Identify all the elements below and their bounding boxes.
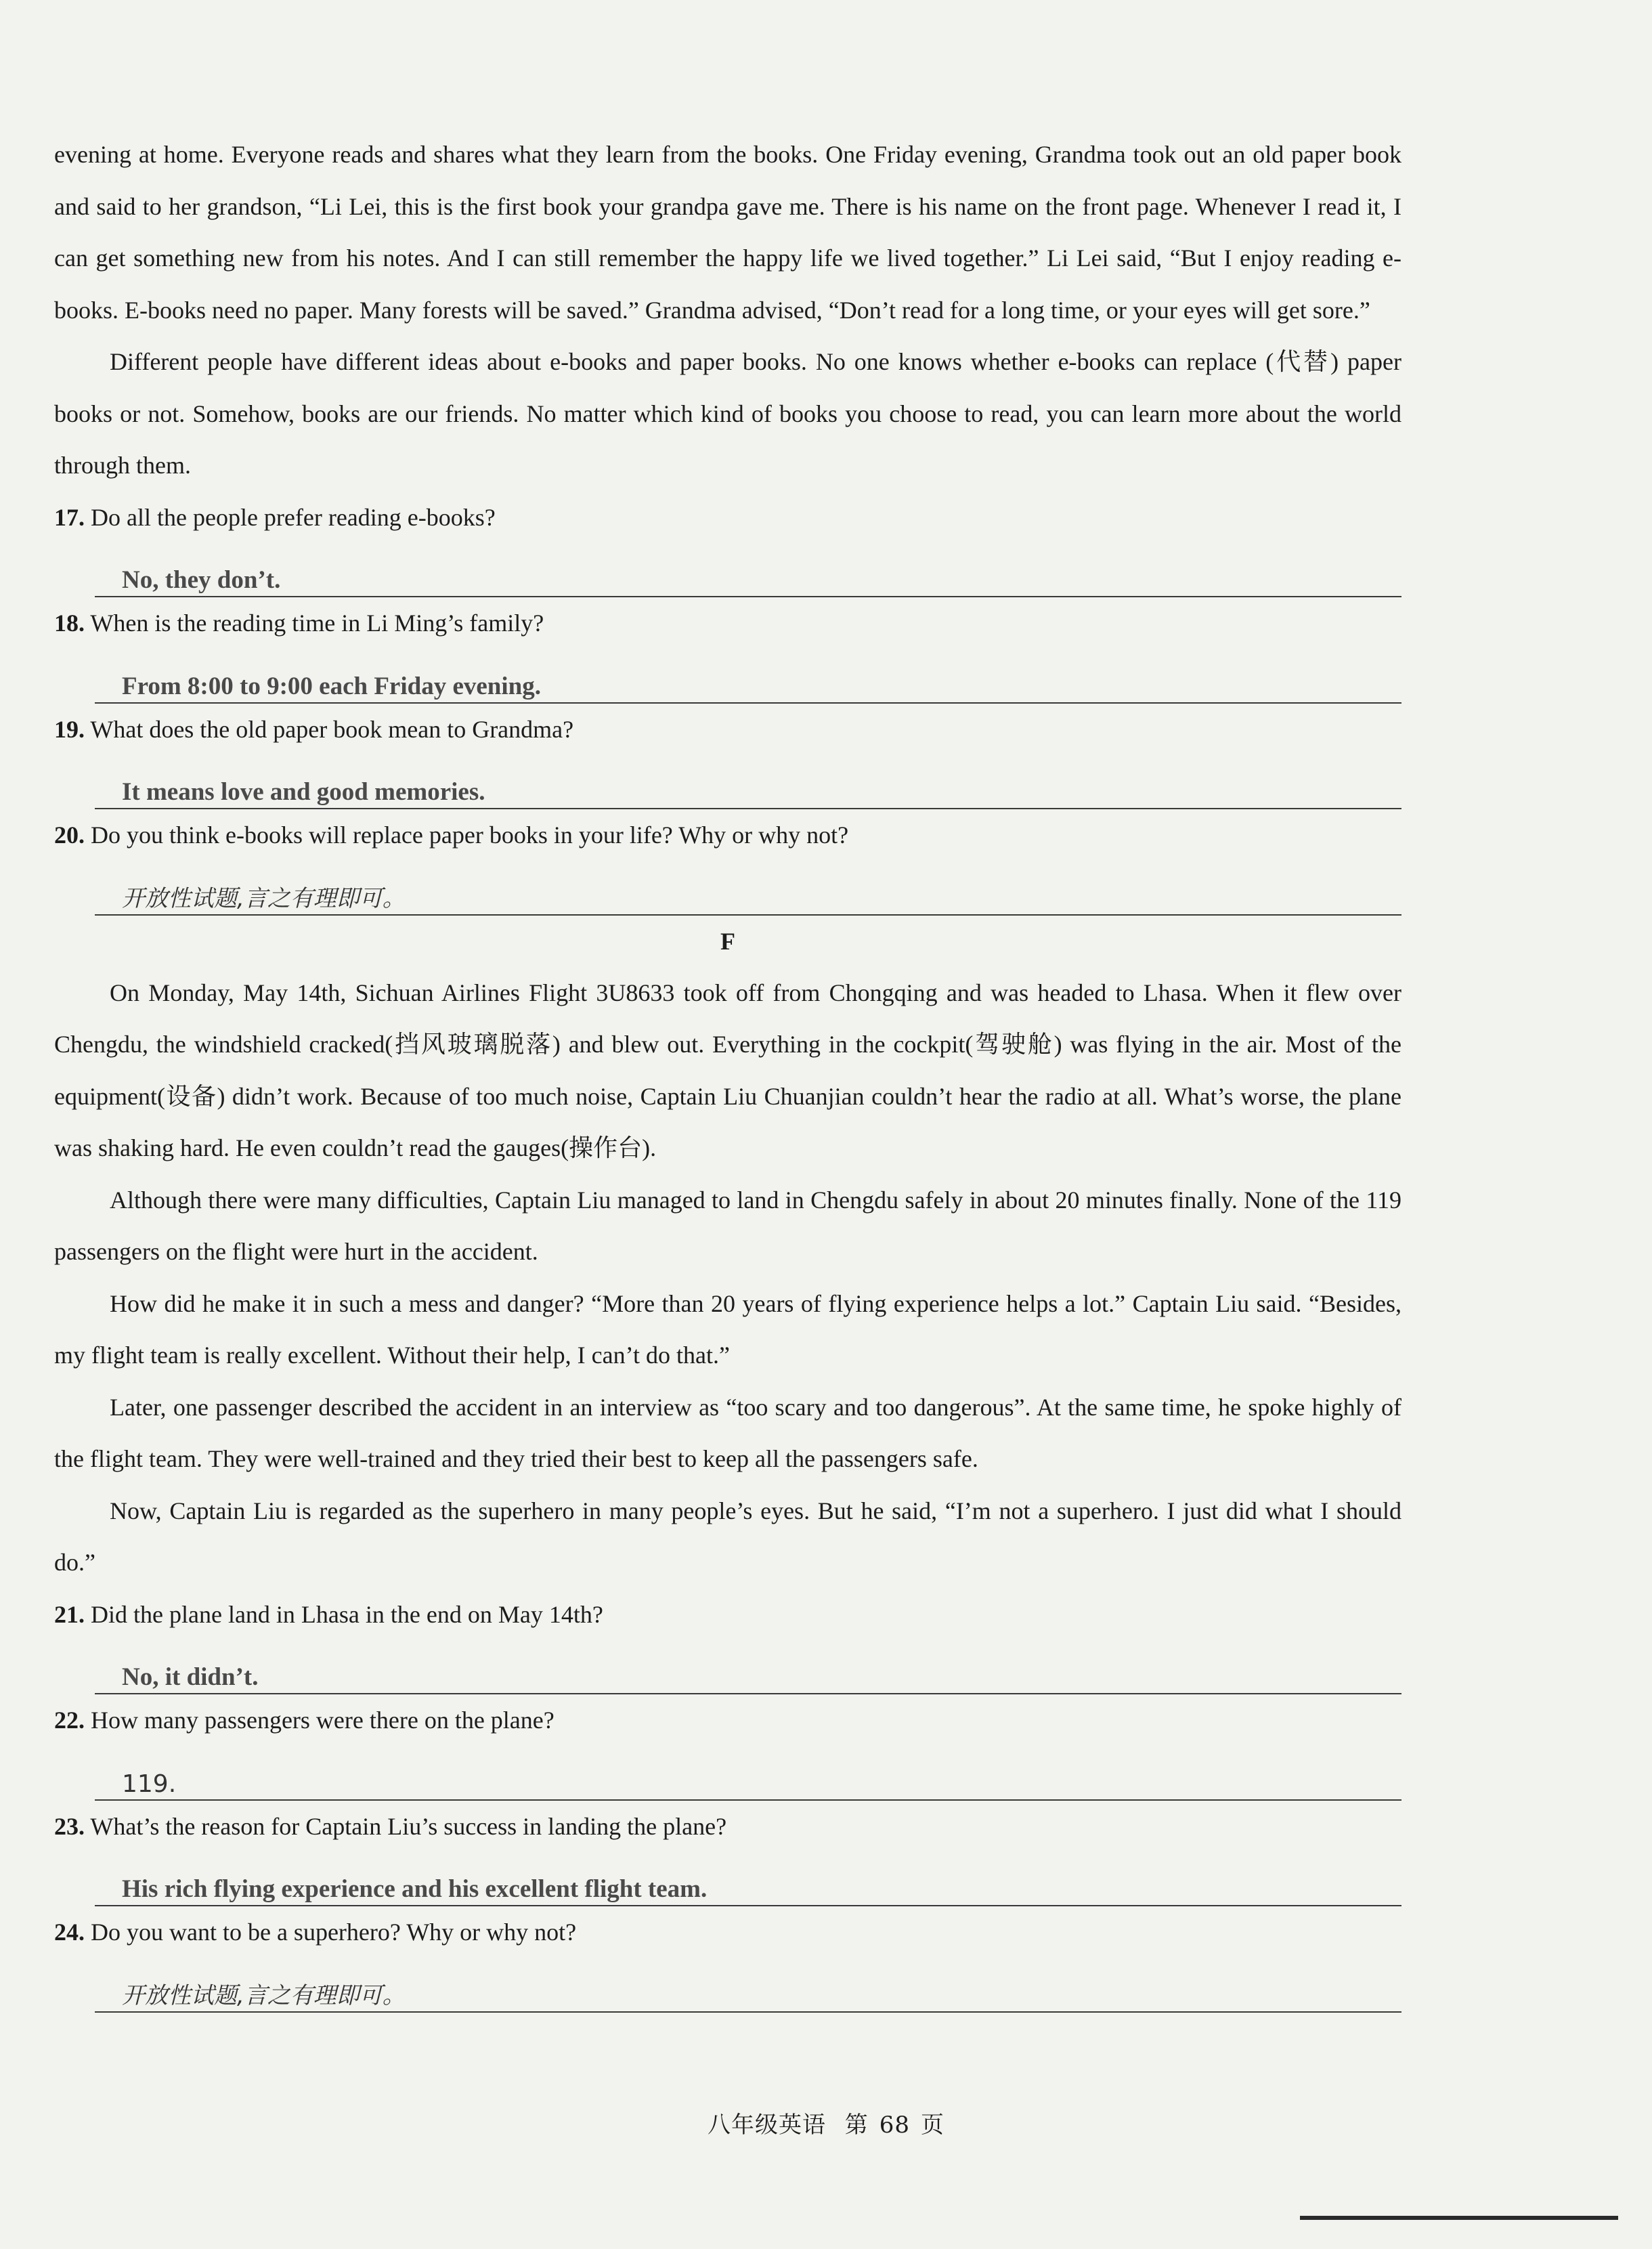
answer-21: No, it didn’t.: [122, 1663, 259, 1691]
question-number: 21.: [54, 1600, 85, 1628]
answer-19: It means love and good memories.: [122, 778, 485, 806]
question-22: [54, 1694, 1401, 1747]
answer-23: His rich flying experience and his excellent flight team.: [122, 1875, 708, 1903]
corner-rule: [1300, 2216, 1618, 2220]
question-number: 20.: [54, 821, 85, 849]
answer-20: 开放性试题,言之有理即可。: [122, 884, 406, 912]
section-title-f: F: [720, 927, 735, 955]
answer-line-19[interactable]: [95, 755, 1401, 809]
question-17: [54, 492, 1401, 544]
passage-f-paragraph-5: Now, Captain Liu is regarded as the superhero in many people’s eyes. But he said, “I’m not a superhero. I just did what I should do.”: [54, 1497, 1401, 1576]
answer-line-21[interactable]: [95, 1640, 1401, 1694]
question-23: [54, 1801, 1401, 1853]
question-text: Did the plane land in Lhasa in the end on May 14th?: [91, 1600, 603, 1628]
passage-f-paragraph-4: Later, one passenger described the accident in an interview as “too scary and too dangerous”. At the same time, he spoke highly of the flight team. They were well-trained and they tried their best to keep all the passengers safe.: [54, 1393, 1401, 1472]
question-24: [54, 1906, 1401, 1958]
question-20: [54, 809, 1401, 861]
question-text: Do you want to be a superhero? Why or why not?: [91, 1919, 577, 1946]
question-number: 18.: [54, 609, 85, 637]
question-text: Do you think e-books will replace paper books in your life? Why or why not?: [91, 821, 849, 849]
question-text: What’s the reason for Captain Liu’s success in landing the plane?: [90, 1812, 727, 1840]
worksheet-page: [54, 129, 1401, 2013]
answer-17: No, they don’t.: [122, 566, 281, 594]
question-number: 17.: [54, 503, 85, 531]
question-text: How many passengers were there on the plane?: [91, 1707, 555, 1734]
question-18: [54, 597, 1401, 649]
passage-f-paragraph-1: On Monday, May 14th, Sichuan Airlines Flight 3U8633 took off from Chongqing and was headed to Lhasa. When it flew over Chengdu, the windshield cracked(挡风玻璃脱落) and blew out. Everything in the cockpit(驾驶舱) was flying in the air. Most of the equipment(设备) didn’t work. Because of too much noise, Captain Liu Chuanjian couldn’t hear the radio at all. What’s worse, the plane was shaking hard. He even couldn’t read the gauges(操作台).: [54, 979, 1401, 1161]
answer-22: 119.: [122, 1770, 177, 1798]
passage-f-paragraph-3: How did he make it in such a mess and danger? “More than 20 years of flying experience helps a lot.” Captain Liu said. “Besides, my flight team is really excellent. Without their help, I can’t do that.”: [54, 1289, 1401, 1369]
question-number: 19.: [54, 715, 85, 743]
footer-page-prefix: 第: [844, 2112, 869, 2139]
question-text: What does the old paper book mean to Grandma?: [90, 715, 574, 743]
footer-subject: 八年级英语: [707, 2112, 826, 2139]
answer-24: 开放性试题,言之有理即可。: [122, 1982, 406, 2009]
passage-e-paragraph-1: evening at home. Everyone reads and shares what they learn from the books. One Friday evening, Grandma took out an old paper book and said to her grandson, “Li Lei, this is the first book your grandpa gave me. There is his name on the front page. Whenever I read it, I can get something new from his notes. And I can still remember the happy life we lived together.” Li Lei said, “But I enjoy reading e-books. E-books need no paper. Many forests will be saved.” Grandma advised, “Don’t read for a long time, or your eyes will get sore.”: [54, 141, 1401, 324]
question-text: Do all the people prefer reading e-books?: [91, 503, 496, 531]
answer-18: From 8:00 to 9:00 each Friday evening.: [122, 672, 541, 700]
footer-page-number: 68: [879, 2112, 911, 2139]
answer-line-24[interactable]: [95, 1958, 1401, 2013]
question-number: 23.: [54, 1812, 85, 1840]
question-text: When is the reading time in Li Ming’s family?: [90, 609, 544, 637]
question-19: [54, 704, 1401, 756]
question-21: [54, 1589, 1401, 1641]
passage-f-paragraph-2: Although there were many difficulties, Captain Liu managed to land in Chengdu safely in about 20 minutes finally. None of the 119 passengers on the flight were hurt in the accident.: [54, 1186, 1401, 1265]
page-footer: [0, 2106, 1652, 2139]
answer-line-22[interactable]: [95, 1747, 1401, 1801]
answer-line-17[interactable]: [95, 543, 1401, 597]
footer-page-suffix: 页: [921, 2112, 945, 2139]
passage-e-paragraph-2: Different people have different ideas about e-books and paper books. No one knows whether e-books can replace (代替) paper books or not. Somehow, books are our friends. No matter which kind of books you choose to read, you can learn more about the world through them.: [54, 348, 1401, 479]
question-number: 22.: [54, 1707, 85, 1734]
answer-line-20[interactable]: [95, 861, 1401, 916]
answer-line-18[interactable]: [95, 649, 1401, 704]
answer-line-23[interactable]: [95, 1852, 1401, 1906]
question-number: 24.: [54, 1919, 85, 1946]
